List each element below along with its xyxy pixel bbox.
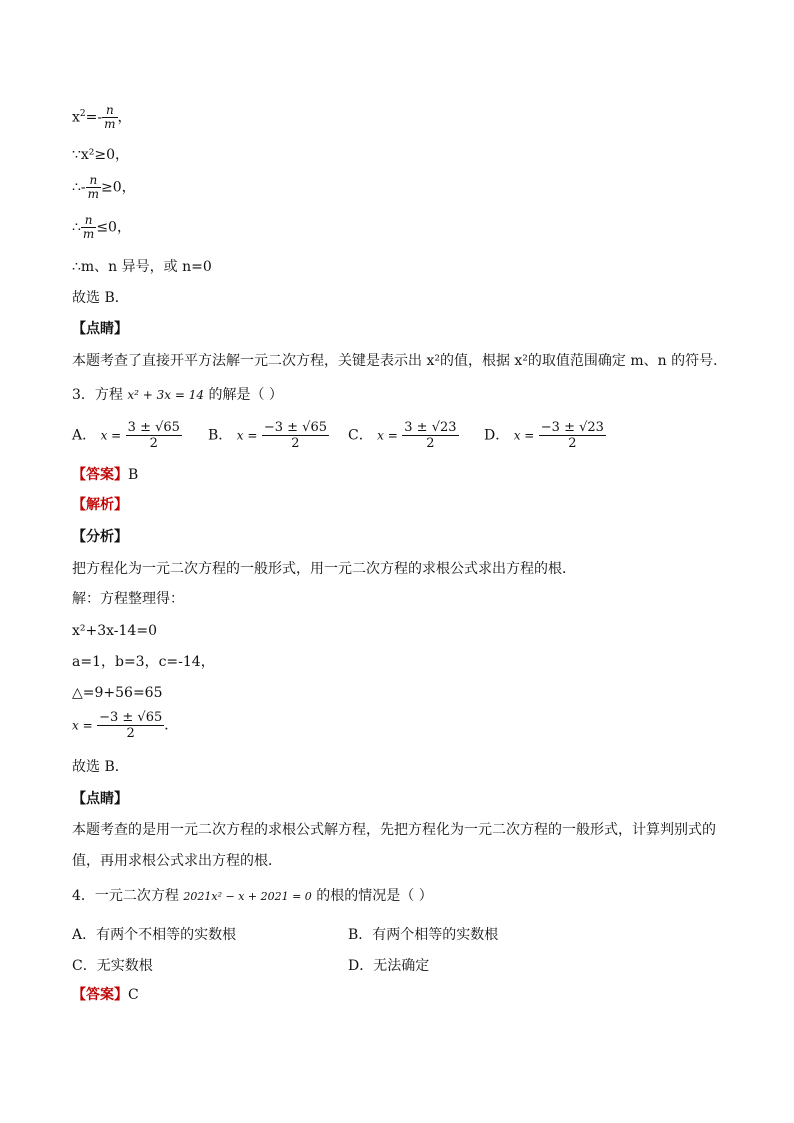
line-conclusion: ∴m、n 异号，或 n=0 — [72, 259, 212, 275]
numerator: n — [105, 103, 114, 117]
numerator: −3 ± √65 — [263, 420, 327, 435]
q3-answer — [72, 466, 138, 484]
equation: x = — [100, 428, 122, 443]
text: ∴- — [72, 179, 86, 196]
q4-answer — [72, 986, 139, 1004]
section-dianjing-1: 【点睛】 — [72, 321, 128, 337]
q3-option-c — [348, 420, 459, 451]
option-label: B． — [208, 427, 233, 444]
denominator: m — [82, 227, 95, 241]
line-x-squared-eq — [72, 104, 132, 131]
fraction — [81, 214, 96, 241]
numerator: n — [89, 173, 98, 187]
q3-choose-b: 故选 B． — [72, 759, 129, 775]
question-4-stem — [72, 887, 433, 906]
answer-tag: 【答案】 — [72, 987, 128, 1003]
option-label: D． — [484, 427, 510, 444]
fraction — [86, 174, 101, 201]
numerator: −3 ± √65 — [99, 710, 163, 725]
line-choose-b: 故选 B． — [72, 290, 129, 306]
text: ∴ — [72, 219, 81, 236]
q3-fenxi-tag: 【分析】 — [72, 529, 128, 545]
equation: 2021x² − x + 2021 = 0 — [183, 890, 312, 903]
text: ≤0， — [96, 219, 131, 236]
denominator: 2 — [97, 725, 164, 741]
denominator: 2 — [262, 435, 329, 451]
q3-option-a — [72, 420, 182, 451]
numerator: 3 ± √65 — [127, 420, 180, 435]
question-3-stem — [72, 386, 283, 404]
denominator: m — [104, 117, 116, 131]
q4-option-d: D．无法确定 — [348, 958, 430, 974]
denominator: 2 — [126, 435, 182, 451]
q3-solution-1: 解：方程整理得： — [72, 591, 184, 607]
numerator: 3 ± √23 — [404, 420, 457, 435]
text: ≥0， — [101, 179, 136, 196]
q3-option-b — [208, 420, 329, 451]
equation: x = — [72, 718, 93, 733]
option-label: A． — [72, 427, 97, 444]
q4-option-a: A．有两个不相等的实数根 — [72, 927, 237, 943]
fraction — [102, 104, 117, 131]
text: 3．方程 — [72, 387, 123, 403]
text: 4．一元二次方程 — [72, 888, 179, 904]
equation: x² + 3x = 14 — [127, 388, 204, 402]
line-therefore-2 — [72, 214, 131, 241]
q3-solution-3: a=1，b=3，c=-14， — [72, 654, 215, 670]
fraction — [126, 420, 182, 451]
q3-option-d — [484, 420, 606, 451]
q3-dianjing-text-1: 本题考查的是用一元二次方程的求根公式解方程，先把方程化为一元二次方程的一般形式，计算判别式的 — [72, 822, 716, 838]
numerator: −3 ± √23 — [540, 420, 604, 435]
denominator: 2 — [539, 435, 606, 451]
answer-tag: 【答案】 — [72, 467, 128, 483]
line-dianjing-text-1: 本题考查了直接开平方法解一元二次方程，关键是表示出 x²的值，根据 x²的取值范围确定 m、n 的符号． — [72, 353, 728, 369]
fraction — [539, 420, 606, 451]
q3-solution-2: x²+3x-14=0 — [72, 623, 157, 639]
text: 的解是（ ） — [208, 387, 283, 403]
equation: x = — [377, 428, 398, 443]
option-label: C． — [348, 427, 373, 444]
q4-option-c: C．无实数根 — [72, 958, 153, 974]
text: =- — [85, 109, 103, 126]
fraction — [402, 420, 458, 451]
text: ， — [117, 109, 132, 126]
q3-jiexi-tag: 【解析】 — [72, 497, 128, 513]
equation: x = — [513, 428, 535, 443]
text: 的根的情况是（ ） — [316, 888, 433, 904]
denominator: m — [87, 187, 100, 201]
q4-option-b: B．有两个相等的实数根 — [348, 927, 499, 943]
equation: x = — [236, 428, 258, 443]
q3-dianjing-text-2: 值，再用求根公式求出方程的根． — [72, 853, 282, 869]
fraction — [262, 420, 329, 451]
q3-solution-5 — [72, 710, 178, 741]
answer-value: B — [128, 467, 139, 483]
text: 2 — [79, 108, 86, 119]
text: x — [72, 109, 80, 126]
fraction — [97, 710, 164, 741]
answer-value: C — [128, 987, 139, 1003]
line-therefore-1 — [72, 174, 136, 201]
q3-fenxi-text: 把方程化为一元二次方程的一般形式，用一元二次方程的求根公式求出方程的根． — [72, 561, 576, 577]
numerator: n — [84, 213, 93, 227]
text: ． — [164, 717, 179, 734]
line-because: ∵x²≥0， — [72, 147, 130, 163]
denominator: 2 — [402, 435, 458, 451]
q3-solution-4: △=9+56=65 — [72, 685, 163, 701]
q3-dianjing-tag: 【点睛】 — [72, 791, 128, 807]
